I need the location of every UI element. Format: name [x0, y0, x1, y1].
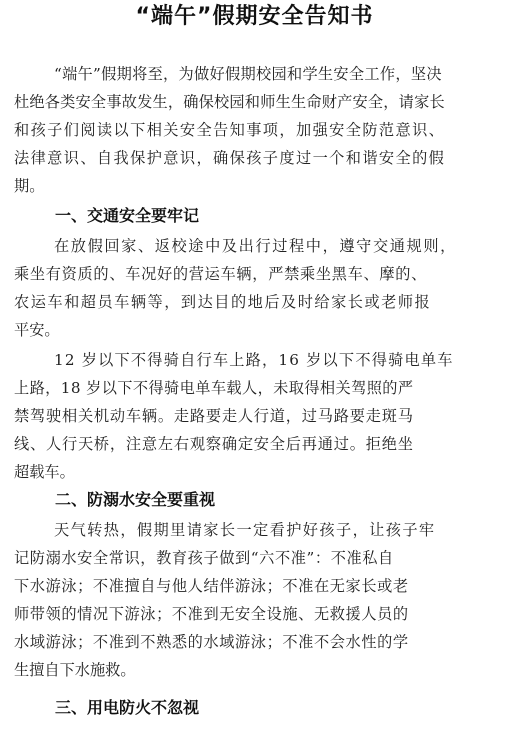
drowning-line-3: 下水游泳；不准擅自与他人结伴游泳；不准在无家长或老: [14, 577, 409, 595]
drowning-paragraph: [14, 516, 498, 684]
traffic-p2-line-2: 上路，18 岁以下不得骑电单车载人，未取得相关驾照的严: [14, 379, 414, 397]
section-heading-electricity-fire: 三、用电防火不忽视: [55, 698, 200, 717]
intro-line-3: 和孩子们阅读以下相关安全告知事项，加强安全防范意识、: [14, 121, 446, 139]
traffic-p1-line-2: 乘坐有资质的、车况好的营运车辆，严禁乘坐黑车、摩的、: [14, 265, 428, 283]
intro-line-2: 杜绝各类安全事故发生，确保校园和师生生命财产安全，请家长: [14, 93, 445, 111]
traffic-p2-line-5: 超载车。: [14, 463, 75, 481]
section-heading-drowning: 二、防溺水安全要重视: [55, 490, 216, 509]
drowning-line-1: 天气转热，假期里请家长一定看护好孩子，让孩子牢: [54, 521, 436, 539]
intro-line-4: 法律意识、自我保护意识，确保孩子度过一个和谐安全的假: [14, 149, 446, 167]
traffic-p1-line-4: 平安。: [14, 321, 60, 339]
document-title: “端午”假期安全告知书: [135, 4, 374, 29]
traffic-paragraph-1: [14, 232, 498, 344]
traffic-p1-line-1: 在放假回家、返校途中及出行过程中，遵守交通规则，: [54, 237, 457, 255]
drowning-line-4: 师带领的情况下游泳；不准到无安全设施、无救援人员的: [14, 605, 409, 623]
traffic-p2-line-4: 线、人行天桥，注意左右观察确定安全后再通过。拒绝坐: [14, 435, 414, 453]
intro-line-1: “端午”假期将至，为做好假期校园和学生安全工作，坚决: [54, 65, 442, 83]
intro-line-5: 期。: [14, 177, 45, 195]
traffic-p2-line-3: 禁驾驶相关机动车辆。走路要走人行道，过马路要走斑马: [14, 407, 414, 425]
traffic-p2-line-1: 12 岁以下不得骑自行车上路，16 岁以下不得骑电单车: [54, 351, 454, 369]
intro-paragraph: [14, 60, 498, 200]
drowning-line-6: 生擅自下水施救。: [14, 661, 136, 679]
traffic-paragraph-2: [14, 346, 498, 486]
drowning-line-5: 水域游泳；不准到不熟悉的水域游泳；不准不会水性的学: [14, 633, 409, 651]
traffic-p1-line-3: 农运车和超员车辆等，到达目的地后及时给家长或老师报: [14, 293, 432, 311]
section-heading-traffic: 一、交通安全要牢记: [55, 206, 200, 225]
drowning-line-2: 记防溺水安全常识，教育孩子做到“六不准”：不准私自: [14, 549, 394, 567]
